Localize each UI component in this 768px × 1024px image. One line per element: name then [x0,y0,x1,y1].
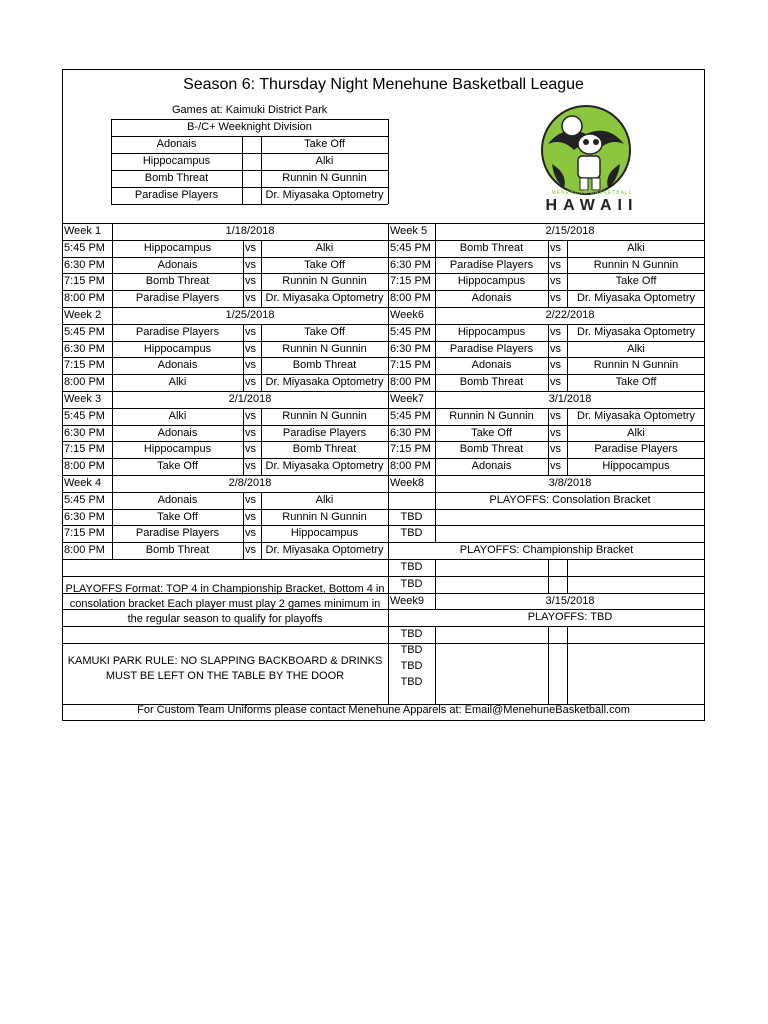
away-team: Runnin N Gunnin [282,275,367,287]
game-time: 7:15 PM [64,527,105,539]
grid-line [548,408,549,475]
vs-label: vs [245,242,256,254]
tbd-slot: TBD [400,660,423,672]
week-label: Week8 [390,477,425,489]
game-time: 8:00 PM [390,460,431,472]
home-team: Alki [168,376,187,388]
home-team: Take Off [471,427,512,439]
playoffs-format-note: PLAYOFFS Format: TOP 4 in Championship Bracket, Bottom 4 in consolation bracket Each player must play 2 games minimum in the regular season to qualify for playoffs [65,583,385,625]
away-team: Take Off [615,376,657,388]
week-date: 3/8/2018 [548,477,592,489]
vs-label: vs [550,242,561,254]
vs-label: vs [245,427,256,439]
grid-line [243,324,244,391]
vs-label: vs [245,443,256,455]
game-time: 6:30 PM [64,259,105,271]
home-team: Hippocampus [457,275,526,287]
division-team: Paradise Players [134,189,219,201]
vs-label: vs [245,494,256,506]
week-date: 3/1/2018 [548,393,592,405]
vs-label: vs [550,343,561,355]
vs-label: vs [245,292,256,304]
home-team: Adonais [157,494,198,506]
grid-line [567,626,568,704]
home-team: Bomb Threat [145,275,210,287]
menehune-basketball-logo [534,104,652,212]
away-team: Alki [627,242,645,254]
home-team: Paradise Players [135,527,220,539]
week-date: 2/22/2018 [545,309,595,321]
away-team: Runnin N Gunnin [282,511,367,523]
division-team: Dr. Miyasaka Optometry [265,189,384,201]
vs-label: vs [245,359,256,371]
tbd-slot: TBD [400,676,423,688]
week-label: Week 2 [64,309,102,321]
game-time: 6:30 PM [64,511,105,523]
away-team: Runnin N Gunnin [282,343,367,355]
week-date: 2/1/2018 [228,393,272,405]
division-team: Hippocampus [142,155,211,167]
home-team: Bomb Threat [145,544,210,556]
week-label: Week 1 [64,225,102,237]
footer-contact: For Custom Team Uniforms please contact Menehune Apparels at: Email@MenehuneBasketball.com [137,704,630,716]
vs-label: vs [550,292,561,304]
game-time: 7:15 PM [64,275,105,287]
vs-label: vs [245,410,256,422]
week-date: 2/15/2018 [545,225,595,237]
home-team: Take Off [157,460,198,472]
away-team: Paradise Players [282,427,367,439]
division-team: Take Off [304,138,345,150]
home-team: Hippocampus [143,443,212,455]
tbd-slot: TBD [400,527,423,539]
away-team: Alki [315,494,334,506]
away-team: Alki [627,343,645,355]
away-team: Runnin N Gunnin [282,410,367,422]
tbd-slot: TBD [400,644,423,656]
away-team: Runnin N Gunnin [593,259,679,271]
playoffs-consolation: PLAYOFFS: Consolation Bracket [489,494,651,506]
away-team: Take Off [304,259,345,271]
division-name: B-/C+ Weeknight Division [187,121,312,133]
home-team: Bomb Threat [459,242,524,254]
division-team: Runnin N Gunnin [282,172,367,184]
game-time: 8:00 PM [64,292,105,304]
away-team: Dr. Miyasaka Optometry [265,460,384,472]
game-time: 8:00 PM [64,544,105,556]
grid-line [62,559,705,560]
grid-line [62,576,705,577]
home-team: Take Off [157,511,198,523]
home-team: Paradise Players [449,343,534,355]
away-team: Runnin N Gunnin [593,359,679,371]
game-time: 8:00 PM [390,376,431,388]
game-time: 7:15 PM [390,443,431,455]
vs-label: vs [550,275,561,287]
park-rule-note: KAMUKI PARK RULE: NO SLAPPING BACKBOARD & DRINKS MUST BE LEFT ON THE TABLE BY THE DOOR [67,655,383,682]
home-team: Adonais [157,259,198,271]
grid-line [435,626,436,704]
game-time: 7:15 PM [390,359,431,371]
division-team: Alki [315,155,334,167]
away-team: Dr. Miyasaka Optometry [577,292,695,304]
vs-label: vs [550,326,561,338]
grid-line [548,559,549,593]
home-team: Alki [168,410,187,422]
vs-label: vs [245,376,256,388]
grid-line [548,324,549,391]
week-date: 2/8/2018 [228,477,272,489]
home-team: Paradise Players [135,292,220,304]
vs-label: vs [550,359,561,371]
vs-label: vs [550,410,561,422]
home-team: Adonais [471,460,512,472]
away-team: Bomb Threat [292,359,357,371]
grid-line [388,119,389,204]
game-time: 5:45 PM [390,242,431,254]
home-team: Adonais [157,427,198,439]
grid-line [242,136,243,204]
tbd-slot: TBD [400,578,423,590]
away-team: Dr. Miyasaka Optometry [265,544,384,556]
week-label: Week 5 [390,225,428,237]
vs-label: vs [245,326,256,338]
away-team: Take Off [615,275,657,287]
home-team: Adonais [157,359,198,371]
week-label: Week 3 [64,393,102,405]
game-time: 8:00 PM [64,460,105,472]
vs-label: vs [245,259,256,271]
grid-line [548,626,549,704]
vs-label: vs [550,376,561,388]
home-team: Paradise Players [135,326,220,338]
week-label: Week 4 [64,477,102,489]
away-team: Dr. Miyasaka Optometry [577,326,695,338]
vs-label: vs [550,460,561,472]
game-time: 6:30 PM [64,343,105,355]
week-label: Week6 [390,309,425,321]
game-time: 6:30 PM [64,427,105,439]
week-date: 3/15/2018 [545,595,595,607]
away-team: Dr. Miyasaka Optometry [265,376,384,388]
away-team: Alki [315,242,334,254]
grid-line [243,408,244,475]
vs-label: vs [550,443,561,455]
playoffs-tbd: PLAYOFFS: TBD [527,611,613,623]
game-time: 8:00 PM [64,376,105,388]
grid-line [62,643,705,644]
week-date: 1/25/2018 [225,309,275,321]
home-team: Hippocampus [457,326,526,338]
grid-line [243,240,244,307]
logo-top-text: MENEHUNE BASKETBALL [551,190,633,196]
home-team: Paradise Players [449,259,534,271]
vs-label: vs [245,343,256,355]
vs-label: vs [245,275,256,287]
home-team: Hippocampus [143,242,212,254]
game-time: 6:30 PM [390,259,431,271]
away-team: Take Off [304,326,345,338]
game-time: 7:15 PM [390,275,431,287]
grid-line [567,559,568,593]
home-team: Adonais [471,359,512,371]
away-team: Dr. Miyasaka Optometry [265,292,384,304]
page-title: Season 6: Thursday Night Menehune Basketball League [183,76,584,93]
vs-label: vs [245,527,256,539]
game-time: 6:30 PM [390,427,431,439]
grid-line [548,240,549,307]
week-date: 1/18/2018 [225,225,275,237]
game-time: 5:45 PM [64,410,105,422]
vs-label: vs [550,259,561,271]
away-team: Alki [627,427,645,439]
home-team: Bomb Threat [459,443,524,455]
week-label: Week9 [390,595,425,607]
away-team: Paradise Players [594,443,678,455]
tbd-slot: TBD [400,628,423,640]
game-time: 5:45 PM [390,410,431,422]
grid-line [435,559,436,593]
grid-line [435,509,436,542]
home-team: Bomb Threat [459,376,524,388]
home-team: Runnin N Gunnin [449,410,534,422]
vs-label: vs [245,544,256,556]
game-time: 5:45 PM [64,494,105,506]
tbd-slot: TBD [400,511,423,523]
division-team: Bomb Threat [144,172,209,184]
game-time: 6:30 PM [390,343,431,355]
week-label: Week7 [390,393,425,405]
home-team: Hippocampus [143,343,212,355]
away-team: Bomb Threat [292,443,357,455]
playoffs-championship: PLAYOFFS: Championship Bracket [459,544,634,556]
away-team: Dr. Miyasaka Optometry [577,410,695,422]
grid-line [243,492,244,559]
away-team: Hippocampus [602,460,670,472]
vs-label: vs [245,511,256,523]
game-time: 7:15 PM [64,443,105,455]
venue-label: Games at: Kaimuki District Park [172,104,328,116]
vs-label: vs [550,427,561,439]
tbd-slot: TBD [400,561,423,573]
game-time: 5:45 PM [390,326,431,338]
game-time: 8:00 PM [390,292,431,304]
home-team: Adonais [471,292,512,304]
logo-main-text: HAWAII [545,197,639,212]
game-time: 5:45 PM [64,326,105,338]
away-team: Hippocampus [290,527,359,539]
game-time: 5:45 PM [64,242,105,254]
division-team: Adonais [156,138,197,150]
vs-label: vs [245,460,256,472]
grid-line [111,204,388,205]
game-time: 7:15 PM [64,359,105,371]
